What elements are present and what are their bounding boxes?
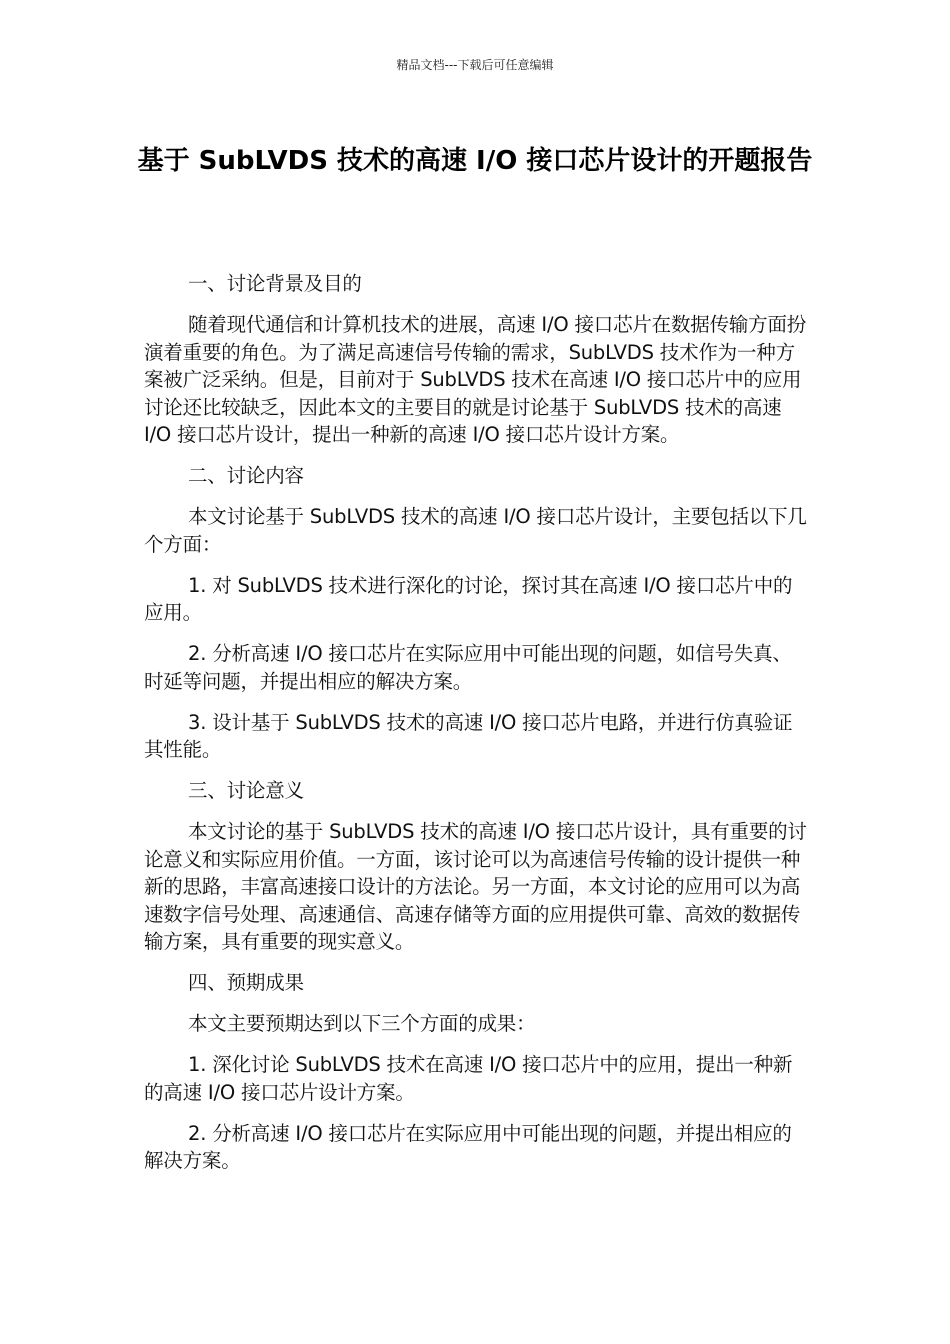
paragraph-results-intro: 本文主要预期达到以下三个方面的成果： [188,1012,536,1035]
list-item-content-2: 2. 分析高速 I/O 接口芯片在实际应用中可能出现的问题，如信号失真、时延等问题，并提出相应的解决方案。 [144,642,792,693]
section-heading-content: 二、讨论内容 [188,464,304,487]
document-body [144,270,809,1188]
section-heading-significance: 三、讨论意义 [188,779,304,802]
header-note: 精品文档---下载后可任意编辑 [396,58,554,72]
list-item-content-3: 3. 设计基于 SubLVDS 技术的高速 I/O 接口芯片电路，并进行仿真验证其性能。 [144,710,793,761]
document-title: 基于 SubLVDS 技术的高速 I/O 接口芯片设计的开题报告 [137,146,813,176]
paragraph-significance: 本文讨论的基于 SubLVDS 技术的高速 I/O 接口芯片设计，具有重要的讨论意义和实际应用价值。一方面，该讨论可以为高速信号传输的设计提供一种新的思路，丰富高速接口设计的方法论。另一方面，本文讨论的应用可以为高速数字信号处理、高速通信、高速存储等方面的应用提供可靠、高效的数据传输方案，具有重要的现实意义。 [144,820,807,953]
section-heading-background: 一、讨论背景及目的 [188,272,362,295]
list-item-results-1: 1. 深化讨论 SubLVDS 技术在高速 I/O 接口芯片中的应用，提出一种新的高速 I/O 接口芯片设计方案。 [144,1053,793,1104]
list-item-results-2: 2. 分析高速 I/O 接口芯片在实际应用中可能出现的问题，并提出相应的解决方案。 [144,1121,792,1172]
section-heading-expected-results: 四、预期成果 [188,971,304,994]
paragraph-background: 随着现代通信和计算机技术的进展，高速 I/O 接口芯片在数据传输方面扮演着重要的角色。为了满足高速信号传输的需求，SubLVDS 技术作为一种方案被广泛采纳。但是，目前对于 SubLVDS 技术在高速 I/O 接口芯片中的应用讨论还比较缺乏，因此本文的主要目的就是讨论基于 SubLVDS 技术的高速 I/O 接口芯片设计，提出一种新的高速 I/O 接口芯片设计方案。 [144,313,807,446]
paragraph-content-intro: 本文讨论基于 SubLVDS 技术的高速 I/O 接口芯片设计，主要包括以下几个方面： [144,505,807,556]
list-item-content-1: 1. 对 SubLVDS 技术进行深化的讨论，探讨其在高速 I/O 接口芯片中的应用。 [144,573,793,624]
